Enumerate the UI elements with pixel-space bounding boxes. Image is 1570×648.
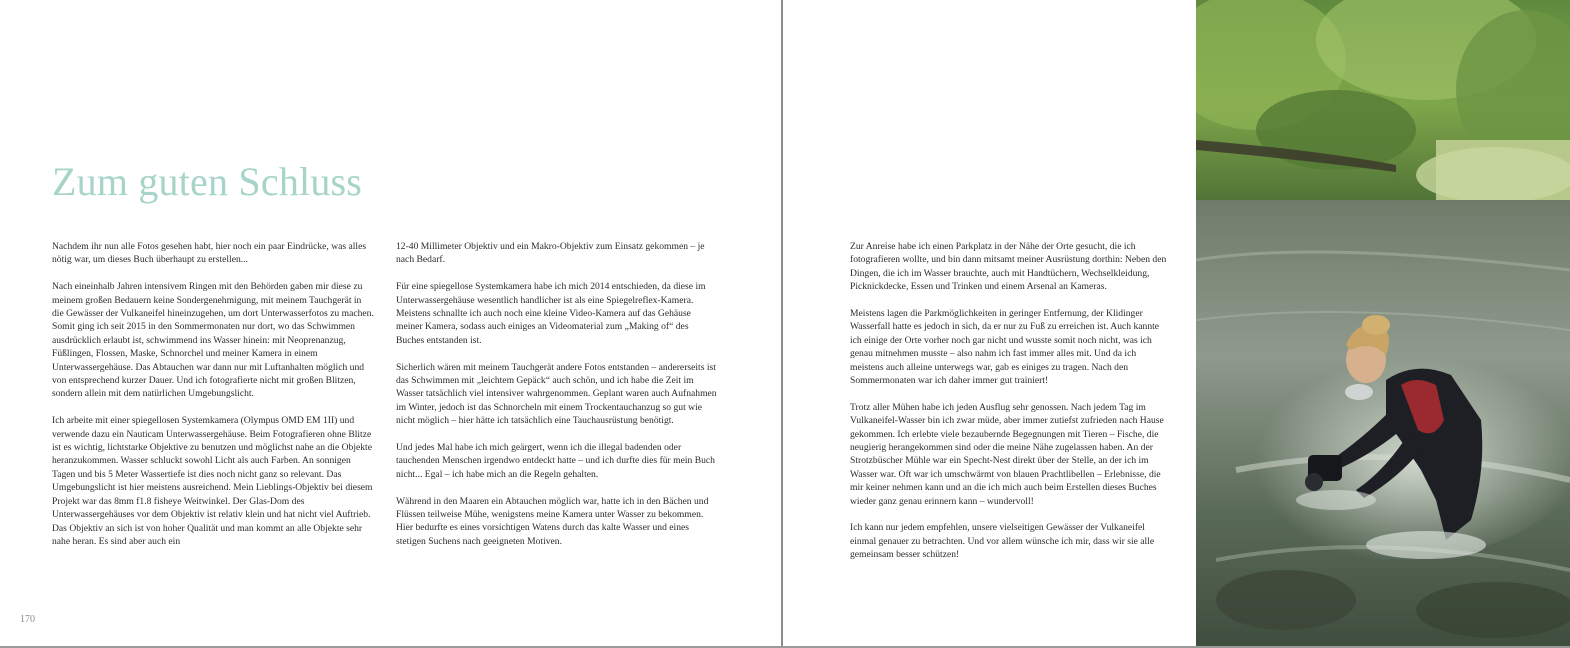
text-column-1 — [52, 240, 374, 562]
paragraph: Während in den Maaren ein Abtauchen möglich war, hatte ich in den Bächen und Flüssen teilweise Mühe, wenigstens meine Kamera unter Wasser zu bekommen. Hier bedurfte es eines vorsichtigen Watens durch das kalte Wasser und eines stetigen Suchens nach geeigneten Motiven. — [396, 495, 709, 547]
paragraph: Nach eineinhalb Jahren intensivem Ringen mit den Behörden gaben mir diese zu meinem großen Bedauern keine Sondergenehmigung, mit meinem Tauchgerät in die Gewässer der Vulkaneifel hineinzugehen, um dort Unterwasserfotos zu machen. Somit ging ich seit 2015 in den Sommermonaten nur dort, wo das Schwimmen ausdrücklich erlaubt ist, schwimmend ins Wasser hinein: mit Neoprenanzug, Füßlingen, Flossen, Maske, Schnorchel und meiner Kamera in einem Unterwassergehäuse. Das Abtauchen war dann nur mit Luftanhalten möglich und von entsprechend kurzer Dauer. Und ich fotografierte nicht mit großen Blitzen, sondern allein mit dem natürlichen Umgebungslicht. — [52, 281, 374, 400]
text-column-3 — [850, 240, 1168, 575]
paragraph: Und jedes Mal habe ich mich geärgert, wenn ich die illegal badenden oder tauchenden Menschen irgendwo entdeckt hatte – und ich durfte dies für mein Buch nicht... Egal – ich habe mich an die Regeln gehalten. — [396, 442, 715, 480]
paragraph: Ich arbeite mit einer spiegellosen Systemkamera (Olympus OMD EM 1II) und verwende dazu ein Nauticam Unterwassergehäuse. Beim Fotografieren ohne Blitze ist es wichtig, lichtstarke Objektive zu benutzen und möglichst nahe an die Objekte heranzukommen. Wasser schluckt sowohl Licht als auch Farben. An sonnigen Tagen und bis 5 Meter Wassertiefe ist dies noch nicht ganz so relevant. Das Umgebungslicht ist hier meistens ausreichend. Mein Lieblings-Objektiv bei diesem Projekt war das 8mm f1.8 fisheye Weitwinkel. Der Glas-Dom des Unterwassergehäuses vor dem Objektiv ist relativ klein und hat nicht viel Auftrieb. Das Objektiv an sich ist von hoher Qualität und man kommt an alle Objekte sehr nahe heran. Es sind aber auch ein — [52, 415, 373, 547]
paragraph: Trotz aller Mühen habe ich jeden Ausflug sehr genossen. Nach jedem Tag im Vulkaneifel-Wasser bin ich zwar müde, aber immer zutiefst zufrieden nach Hause gekommen. Ich erlebte viele bezaubernde Begegnungen mit Tieren – Fische, die neugierig herangekommen sind oder die meine Nähe zugelassen haben. An der Strotzbüscher Mühle war ein Specht-Nest direkt über der Stelle, an der ich im Wasser war. Oft war ich umschwärmt von blauen Prachtlibellen – Erlebnisse, die mir keiner nehmen kann und an die ich mich auch beim Erstellen dieses Buches wieder ganz genau erinnern kann – wundervoll! — [850, 401, 1164, 507]
chapter-title: Zum guten Schluss — [52, 159, 363, 204]
left-page — [0, 0, 782, 648]
paragraph: 12-40 Millimeter Objektiv und ein Makro-Objektiv zum Einsatz gekommen – je nach Bedarf. — [396, 241, 705, 266]
text-column-2 — [396, 240, 718, 562]
page-number: 170 — [20, 614, 35, 625]
paragraph: Ich kann nur jedem empfehlen, unsere vielseitigen Gewässer der Vulkaneifel einmal genauer zu betrachten. Und vor allem wünsche ich mir, dass wir sie alle gemeinsam besser schützen! — [850, 522, 1155, 561]
paragraph: Zur Anreise habe ich einen Parkplatz in der Nähe der Orte gesucht, die ich fotografieren wollte, und bin dann mitsamt meiner Ausrüstung dorthin: Neben den Dingen, die ich im Wasser brauchte, auch mit Handtüchern, Wechselkleidung, Picknickdecke, Essen und Trinken und einem Arsenal an Kameras. — [850, 241, 1167, 293]
right-page — [783, 0, 1570, 648]
paragraph: Nachdem ihr nun alle Fotos gesehen habt, hier noch ein paar Eindrücke, was alles nötig war, um dieses Buch überhaupt zu erstellen... — [52, 241, 367, 266]
paragraph: Für eine spiegellose Systemkamera habe ich mich 2014 entschieden, da diese im Unterwassergehäuse wesentlich handlicher ist als eine Spiegelreflex-Kamera. Meistens schnallte ich auch noch eine kleine Video-Kamera auf das Gehäuse meiner Kamera, sodass auch einiges an Videomaterial zum „Making of“ des Buches entstanden ist. — [396, 281, 706, 346]
paragraph: Meistens lagen die Parkmöglichkeiten in geringer Entfernung, der Klidinger Wasserfall hatte es jedoch in sich, da er nur zu Fuß zu erreichen ist. Auch kannte ich einige der Orte vorher noch gar nicht und wusste somit noch nicht, was ich genau mitnehmen musste – also nahm ich fast immer alles mit. Und da ich meistens auch alleine unterwegs war, gab es einiges zu tragen. Nach den Sommermonaten war ich daher immer gut trainiert! — [850, 308, 1160, 387]
paragraph: Sicherlich wären mit meinem Tauchgerät andere Fotos entstanden – andererseits ist das Schwimmen mit „leichtem Gepäck“ auch schön, und ich habe die Zeit im Wasser tatsächlich viel intensiver wahrgenommen. Geplant waren auch Aufnahmen im Winter, jedoch ist das Schnorcheln mit einem Trockentauchanzug so gut wie nicht möglich – hier hätte ich tatsächlich eine Tauchausrüstung benötigt. — [396, 361, 717, 427]
photo-snorkeler-in-stream — [1196, 0, 1570, 648]
